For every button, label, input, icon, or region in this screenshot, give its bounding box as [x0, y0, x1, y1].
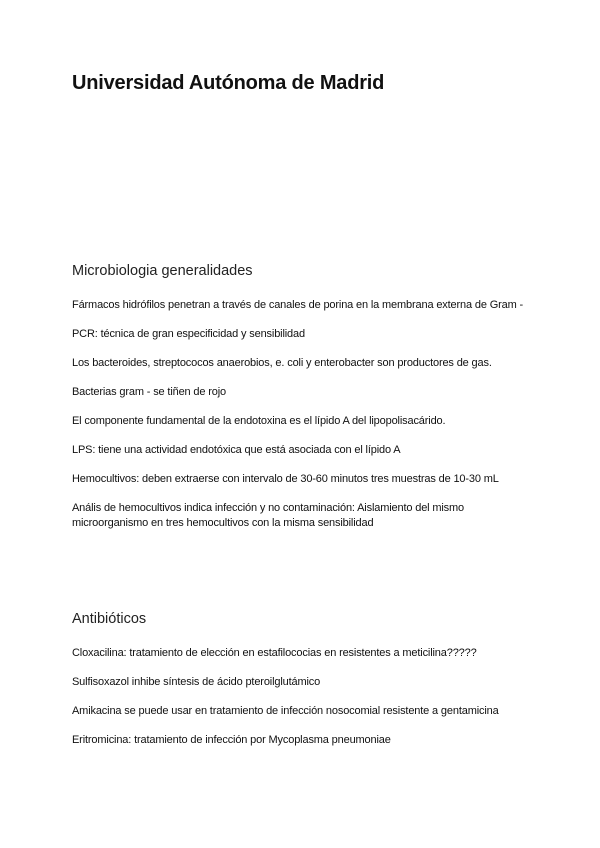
list-item: Eritromicina: tratamiento de infección por Mycoplasma pneumoniae: [72, 734, 391, 746]
list-item: Amikacina se puede usar en tratamiento de infección nosocomial resistente a gentamicina: [72, 705, 499, 717]
list-item: Bacterias gram - se tiñen de rojo: [72, 386, 227, 398]
section-heading: Antibióticos: [72, 611, 147, 627]
list-item: Hemocultivos: deben extraerse con intervalo de 30-60 minutos tres muestras de 10-30 mL: [72, 473, 499, 485]
list-item: Los bacteroides, streptococos anaerobios, e. coli y enterobacter son productores de gas.: [72, 357, 492, 369]
list-item: Sulfisoxazol inhibe síntesis de ácido pteroilglutámico: [72, 676, 321, 688]
section-microbiologia: [72, 263, 532, 545]
list-item: Fármacos hidrófilos penetran a través de canales de porina en la membrana externa de Gram -: [72, 299, 524, 311]
list-item: LPS: tiene una actividad endotóxica que está asociada con el lípido A: [72, 444, 401, 456]
page-title: Universidad Autónoma de Madrid: [72, 72, 385, 94]
list-item: El componente fundamental de la endotoxina es el lípido A del lipopolisacárido.: [72, 415, 446, 427]
list-item: Cloxacilina: tratamiento de elección en estafilococias en resistentes a meticilina?????: [72, 647, 477, 659]
section-antibioticos: [72, 611, 532, 762]
list-item: PCR: técnica de gran especificidad y sensibilidad: [72, 328, 305, 340]
list-item: Anális de hemocultivos indica infección y no contaminación: Aislamiento del mismo microorganismo en tres hemocultivos con la misma sensibilidad: [72, 502, 464, 529]
section-heading: Microbiologia generalidades: [72, 263, 253, 279]
